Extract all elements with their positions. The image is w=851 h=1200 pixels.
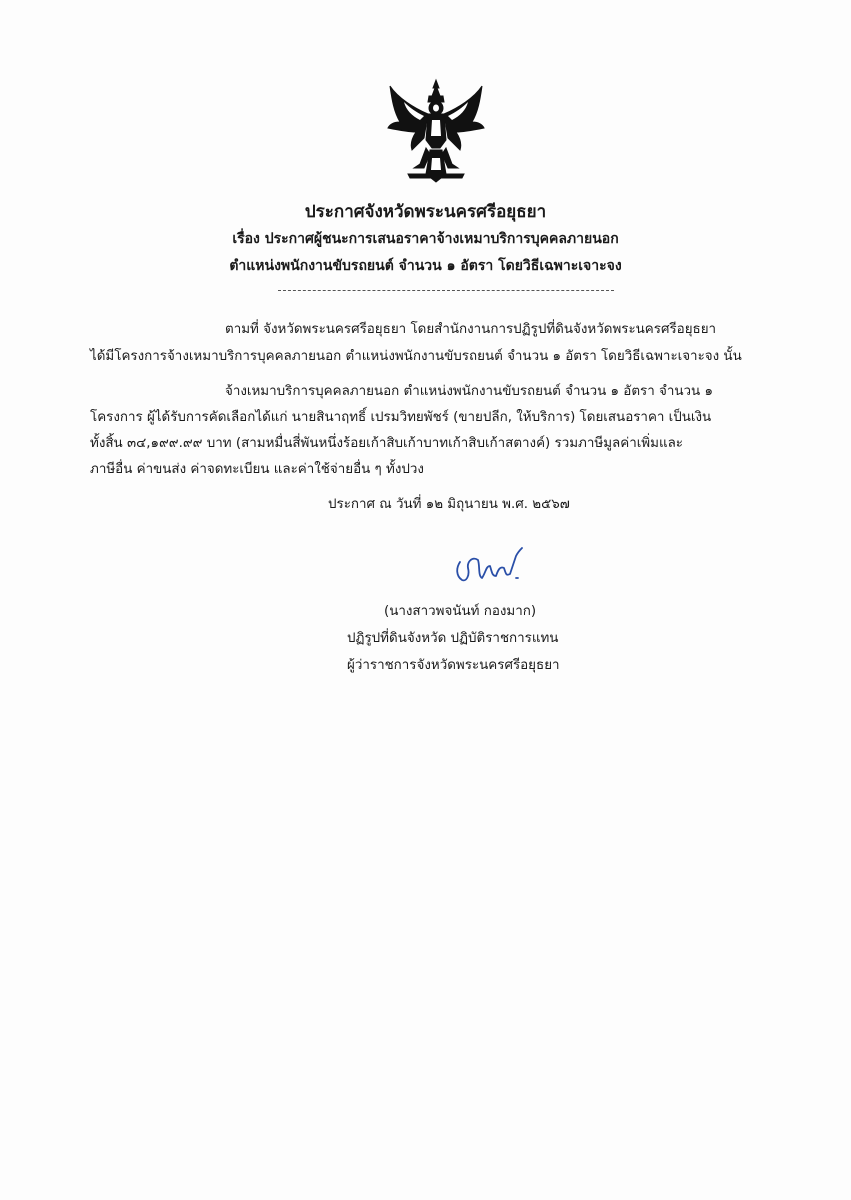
announcement-date: ประกาศ ณ วันที่ ๑๒ มิถุนายน พ.ศ. ๒๕๖๗ <box>328 497 570 512</box>
signer-position-2: ผู้ว่าราชการจังหวัดพระนครศรีอยุธยา <box>347 658 560 673</box>
garuda-emblem-icon <box>384 78 488 186</box>
paragraph2-line3: ทั้งสิ้น ๓๔,๑๙๙.๙๙ บาท (สามหมื่นสี่พันหนึ่งร้อยเก้าสิบเก้าบาทเก้าสิบเก้าสตางค์) รวมภาษีมูลค่าเพิ่มและ <box>90 436 683 451</box>
handwritten-signature <box>452 546 532 592</box>
paragraph2-line2: โครงการ ผู้ได้รับการคัดเลือกได้แก่ นายสินาฤทธิ์ เปรมวิทยพัชร์ (ขายปลีก, ให้บริการ) โดยเสนอราคา เป็นเงิน <box>90 410 712 425</box>
announcement-position-line: ตำแหน่งพนักงานขับรถยนต์ จำนวน ๑ อัตรา โดยวิธีเฉพาะเจาะจง <box>229 258 622 274</box>
paragraph2-line4: ภาษีอื่น ค่าขนส่ง ค่าจดทะเบียน และค่าใช้จ่ายอื่น ๆ ทั้งปวง <box>90 462 424 477</box>
paragraph1-line2: ได้มีโครงการจ้างเหมาบริการบุคคลภายนอก ตำแหน่งพนักงานขับรถยนต์ จำนวน ๑ อัตรา โดยวิธีเฉพาะเจาะจง นั้น <box>90 349 742 364</box>
paragraph1-line1: ตามที่ จังหวัดพระนครศรีอยุธยา โดยสำนักงานการปฏิรูปที่ดินจังหวัดพระนครศรีอยุธยา <box>225 322 717 337</box>
signer-name: (นางสาวพจนันท์ กองมาก) <box>384 604 537 619</box>
signer-position-1: ปฏิรูปที่ดินจังหวัด ปฏิบัติราชการแทน <box>347 631 559 646</box>
announcement-title: ประกาศจังหวัดพระนครศรีอยุธยา <box>304 202 547 222</box>
header-divider <box>278 290 614 291</box>
paragraph2-line1: จ้างเหมาบริการบุคคลภายนอก ตำแหน่งพนักงานขับรถยนต์ จำนวน ๑ อัตรา จำนวน ๑ <box>225 384 713 399</box>
announcement-subject: เรื่อง ประกาศผู้ชนะการเสนอราคาจ้างเหมาบริการบุคคลภายนอก <box>232 231 619 247</box>
